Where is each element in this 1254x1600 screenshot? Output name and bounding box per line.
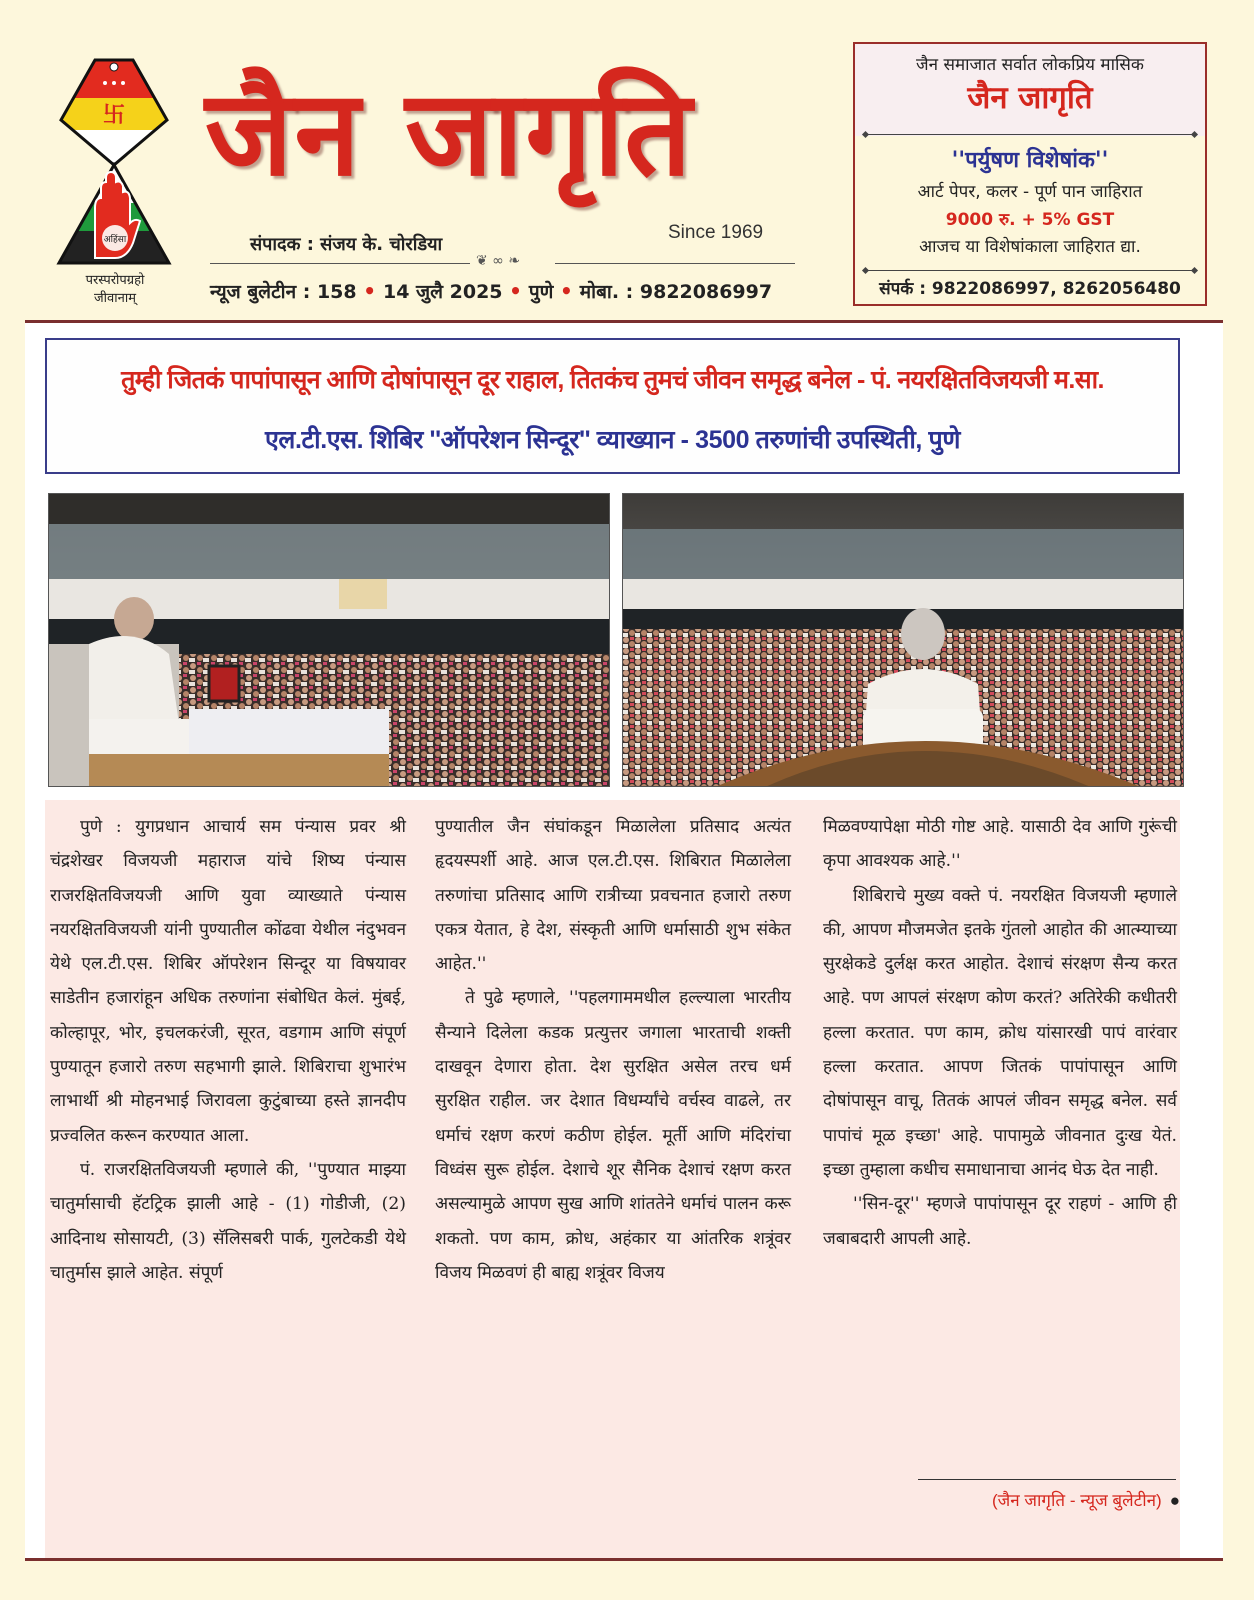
bullet-dot-icon: • <box>363 279 383 303</box>
advertisement-box <box>853 42 1207 306</box>
ad-call-to-action: आजच या विशेषांकाला जाहिरात द्या. <box>919 237 1141 257</box>
logo-caption <box>40 272 190 308</box>
paragraph: शिबिराचे मुख्य वक्ते पं. नयरक्षित विजयजी म्हणाले की, आपण मौजमजेत इतके गुंतलो आहोत की आत्म्याच्या सुरक्षेकडे दुर्लक्ष करत आहोत. देशाचं संरक्षण सैन्य करत आहे. पण आपलं संरक्षण कोण करतं? अतिरेकी कधीतरी हल्ला करतात. पण काम, क्रोध यांसारखी पापं वारंवार हल्ला करतात. आपण जितकं पापांपासून आणि दोषांपासून वाचू, तितकं आपलं जीवन समृद्ध बनेल. सर्व पापांचं मूळ इच्छा' आहे. पापामुळे जीवनात दुःख येतं. इच्छा तुम्हाला कधीच समाधानाचा आनंद घेऊ देत नाही. <box>823 885 1177 1180</box>
paragraph: ते पुढे म्हणाले, ''पहलगाममधील हल्ल्याला भारतीय सैन्याने दिलेला कडक प्रत्युत्तर जगाला भारताची शक्ती दाखवून देणारा होता. देश सुरक्षित असेल तरच धर्म सुरक्षित राहील. जर देशात विधर्म्यांचे वर्चस्व वाढले, तर धर्माचं रक्षण करणं कठीण होईल. मूर्ती आणि मंदिरांचा विध्वंस सुरू होईल. देशाचे शूर सैनिक देशाचं रक्षण करत असल्यामुळे आपण सुख आणि शांततेने धर्माचं पालन करू शकतो. पण काम, क्रोध, अहंकार या आंतरिक शत्रूंवर विजय मिळवणं ही बाह्य शत्रूंवर विजय <box>435 988 791 1283</box>
ad-title: जैन जागृति <box>967 80 1093 116</box>
bulletin-info <box>210 278 772 304</box>
bottom-divider-rule <box>25 1558 1223 1561</box>
ornamental-divider <box>210 253 795 269</box>
article-body <box>45 800 1180 1558</box>
since-year: Since 1969 <box>668 222 764 243</box>
paragraph: मिळवण्यापेक्षा मोठी गोष्ट आहे. यासाठी देव आणि गुरूंची कृपा आवश्यक आहे.'' <box>823 817 1177 872</box>
ad-contact: संपर्क : 9822086997, 8262056480 <box>879 279 1181 299</box>
flourish-icon: ❦ ∞ ❧ <box>472 253 524 269</box>
headline-subtitle: एल.टी.एस. शिबिर ''ऑपरेशन सिन्दूर'' व्याख्यान - 3500 तरुणांची उपस्थिती, पुणे <box>265 426 960 454</box>
paragraph: पुण्यातील जैन संघांकडून मिळालेला प्रतिसाद अत्यंत हृदयस्पर्शी आहे. आज एल.टी.एस. शिबिरात मिळालेला तरुणांचा प्रतिसाद आणि रात्रीच्या प्रवचनात हजारो तरुण एकत्र येतात, हे देश, संस्कृती आणि धर्मासाठी शुभ संकेत आहेत.'' <box>435 817 791 975</box>
paragraph: पं. राजरक्षितविजयजी म्हणाले की, ''पुण्यात माझ्या चातुर्मासाची हॅटट्रिक झाली आहे - (1) गोडीजी, (2) आदिनाथ सोसायटी, (3) सॅलिसबरी पार्क, गुलटेकडी येथे चातुर्मास झाले आहेत. संपूर्ण <box>50 1159 406 1283</box>
end-mark-icon: ● <box>1169 1491 1180 1510</box>
byline-divider <box>918 1479 1176 1480</box>
photo-speaker-rear <box>622 493 1184 787</box>
photo-speaker-side <box>48 493 610 787</box>
ad-divider <box>865 134 1195 135</box>
svg-text:卐: 卐 <box>102 103 126 128</box>
article-column-2 <box>435 810 791 1290</box>
bulletin-city: पुणे <box>528 281 554 303</box>
jain-emblem-logo <box>55 58 173 268</box>
headline-main: तुम्ही जितकं पापांपासून आणि दोषांपासून दूर राहाल, तितकंच तुमचं जीवन समृद्ध बनेल - पं. नयरक्षितविजयजी म.सा. <box>121 366 1104 394</box>
logo-caption-line2: जीवानाम् <box>94 291 136 306</box>
ahimsa-text: अहिंसा <box>103 235 127 245</box>
article-column-1 <box>50 810 406 1290</box>
ad-price: 9000 रु. + 5% GST <box>945 210 1115 230</box>
bulletin-mobile: मोबा. : 9822086997 <box>579 281 773 303</box>
ad-description: आर्ट पेपर, कलर - पूर्ण पान जाहिरात <box>917 182 1143 202</box>
paragraph: पुणे : युगप्रधान आचार्य सम पंन्यास प्रवर श्री चंद्रशेखर विजयजी महाराज यांचे शिष्य पंन्यास राजरक्षितविजयजी आणि युवा व्याख्याते पंन्यास नयरक्षितविजयजी यांनी पुण्यातील कोंढवा येथील नंदुभवन येथे एल.टी.एस. शिबिर ऑपरेशन सिन्दूर या विषयावर साडेतीन हजारांहून अधिक तरुणांना संबोधित केलं. मुंबई, कोल्हापूर, भोर, इचलकरंजी, सूरत, वडगाम आणि संपूर्ण पुण्यातून हजारो तरुण सहभागी झाले. शिबिराचा शुभारंभ लाभार्थी श्री मोहनभाई जिरावला कुटुंबाच्या हस्ते ज्ञानदीप प्रज्वलित करून करण्यात आला. <box>50 817 406 1146</box>
top-divider-rule <box>25 320 1223 323</box>
bulletin-date: 14 जुलै 2025 <box>382 281 503 303</box>
bullet-dot-icon: • <box>509 279 529 303</box>
bulletin-number: न्यूज बुलेटीन : 158 <box>210 281 357 303</box>
headline-box <box>45 338 1180 474</box>
ad-tagline: जैन समाजात सर्वात लोकप्रिय मासिक <box>916 55 1144 75</box>
paragraph: ''सिन-दूर'' म्हणजे पापांपासून दूर राहणं - आणि ही जबाबदारी आपली आहे. <box>823 1194 1177 1249</box>
byline <box>918 1488 1180 1511</box>
ad-special-issue: ''पर्युषण विशेषांक'' <box>951 148 1109 173</box>
bullet-dot-icon: • <box>560 279 580 303</box>
logo-caption-line1: परस्परोपग्रहो <box>85 273 145 288</box>
article-column-3 <box>823 810 1177 1256</box>
byline-text: (जैन जागृति - न्यूज बुलेटीन) <box>991 1491 1162 1510</box>
masthead-title: जैन जागृति <box>205 63 694 202</box>
editor-credit: संपादक : संजय के. चोरडिया <box>250 234 443 255</box>
ad-divider <box>865 270 1195 271</box>
